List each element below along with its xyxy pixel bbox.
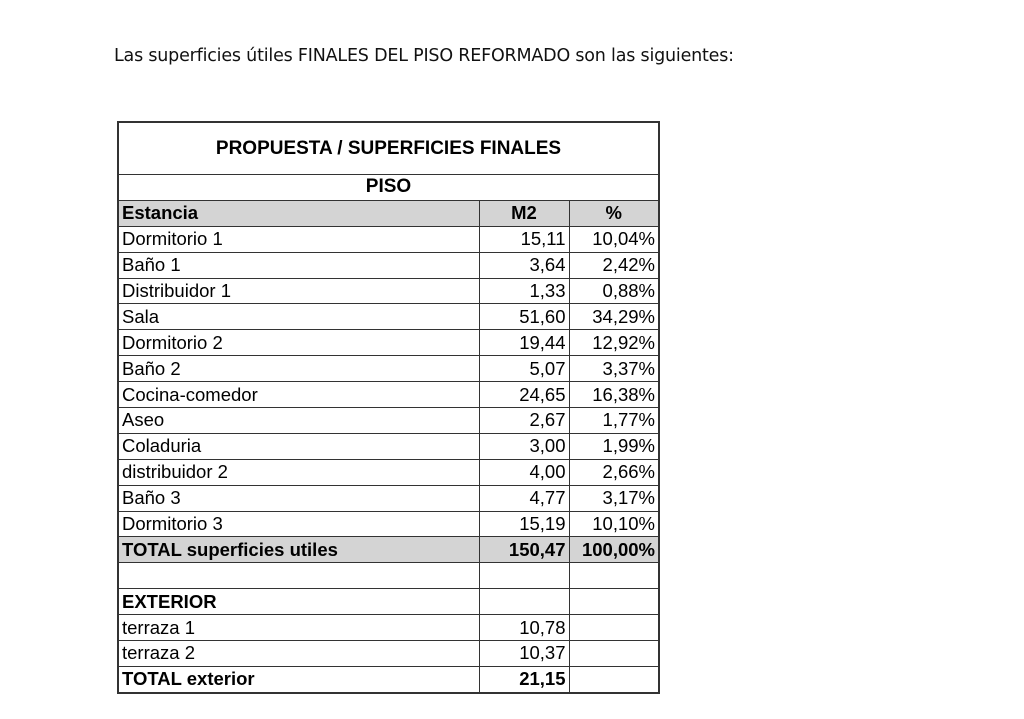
header-m2: M2 — [479, 200, 569, 226]
cell-percent: 34,29% — [569, 304, 659, 330]
cell-m2: 4,00 — [479, 459, 569, 485]
cell-m2: 2,67 — [479, 408, 569, 434]
header-estancia: Estancia — [118, 200, 479, 226]
table-row — [118, 485, 659, 511]
cell-name: TOTAL exterior — [118, 666, 479, 692]
table-row — [118, 330, 659, 356]
cell-percent: 12,92% — [569, 330, 659, 356]
table-title-row — [118, 122, 659, 175]
table-row — [118, 278, 659, 304]
header-row — [118, 200, 659, 226]
table-row — [118, 433, 659, 459]
cell-m2: 51,60 — [479, 304, 569, 330]
cell-name: Dormitorio 2 — [118, 330, 479, 356]
spacer-row — [118, 563, 659, 589]
cell-name: Sala — [118, 304, 479, 330]
cell-name: distribuidor 2 — [118, 459, 479, 485]
empty-cell — [479, 563, 569, 589]
cell-percent: 10,04% — [569, 226, 659, 252]
cell-name: terraza 2 — [118, 641, 479, 667]
cell-percent: 3,17% — [569, 485, 659, 511]
cell-name: Cocina-comedor — [118, 382, 479, 408]
empty-cell — [569, 589, 659, 615]
exterior-row — [118, 641, 659, 667]
cell-m2: 3,64 — [479, 252, 569, 278]
table-title: PROPUESTA / SUPERFICIES FINALES — [118, 122, 659, 175]
section-label: PISO — [118, 175, 659, 201]
cell-m2: 150,47 — [479, 537, 569, 563]
cell-m2: 4,77 — [479, 485, 569, 511]
cell-percent — [569, 666, 659, 692]
table-row — [118, 252, 659, 278]
cell-m2: 19,44 — [479, 330, 569, 356]
section-row — [118, 175, 659, 201]
exterior-row — [118, 615, 659, 641]
header-percent: % — [569, 200, 659, 226]
empty-cell — [479, 589, 569, 615]
cell-percent: 1,77% — [569, 408, 659, 434]
table-row — [118, 511, 659, 537]
cell-m2: 24,65 — [479, 382, 569, 408]
table-row — [118, 382, 659, 408]
cell-name: Dormitorio 3 — [118, 511, 479, 537]
cell-m2: 15,11 — [479, 226, 569, 252]
table-row — [118, 408, 659, 434]
cell-m2: 21,15 — [479, 666, 569, 692]
cell-name: Distribuidor 1 — [118, 278, 479, 304]
cell-name: Baño 3 — [118, 485, 479, 511]
surfaces-table — [117, 121, 660, 694]
cell-percent: 10,10% — [569, 511, 659, 537]
exterior-total-row — [118, 666, 659, 692]
cell-percent — [569, 615, 659, 641]
cell-name: Dormitorio 1 — [118, 226, 479, 252]
empty-cell — [118, 563, 479, 589]
cell-percent — [569, 641, 659, 667]
total-row — [118, 537, 659, 563]
empty-cell — [569, 563, 659, 589]
cell-m2: 3,00 — [479, 433, 569, 459]
cell-m2: 10,78 — [479, 615, 569, 641]
cell-name: Baño 2 — [118, 356, 479, 382]
cell-name: Coladuria — [118, 433, 479, 459]
cell-m2: 5,07 — [479, 356, 569, 382]
cell-m2: 10,37 — [479, 641, 569, 667]
intro-text: Las superficies útiles FINALES DEL PISO REFORMADO son las siguientes: — [114, 46, 734, 66]
cell-percent: 0,88% — [569, 278, 659, 304]
cell-percent: 2,66% — [569, 459, 659, 485]
table-row — [118, 459, 659, 485]
cell-m2: 15,19 — [479, 511, 569, 537]
exterior-label-row — [118, 589, 659, 615]
cell-percent: 16,38% — [569, 382, 659, 408]
cell-percent: 3,37% — [569, 356, 659, 382]
table-row — [118, 304, 659, 330]
cell-m2: 1,33 — [479, 278, 569, 304]
cell-percent: 1,99% — [569, 433, 659, 459]
cell-percent: 100,00% — [569, 537, 659, 563]
cell-percent: 2,42% — [569, 252, 659, 278]
table-row — [118, 356, 659, 382]
cell-name: terraza 1 — [118, 615, 479, 641]
exterior-label: EXTERIOR — [118, 589, 479, 615]
cell-name: Aseo — [118, 408, 479, 434]
cell-name: Baño 1 — [118, 252, 479, 278]
table-row — [118, 226, 659, 252]
cell-name: TOTAL superficies utiles — [118, 537, 479, 563]
